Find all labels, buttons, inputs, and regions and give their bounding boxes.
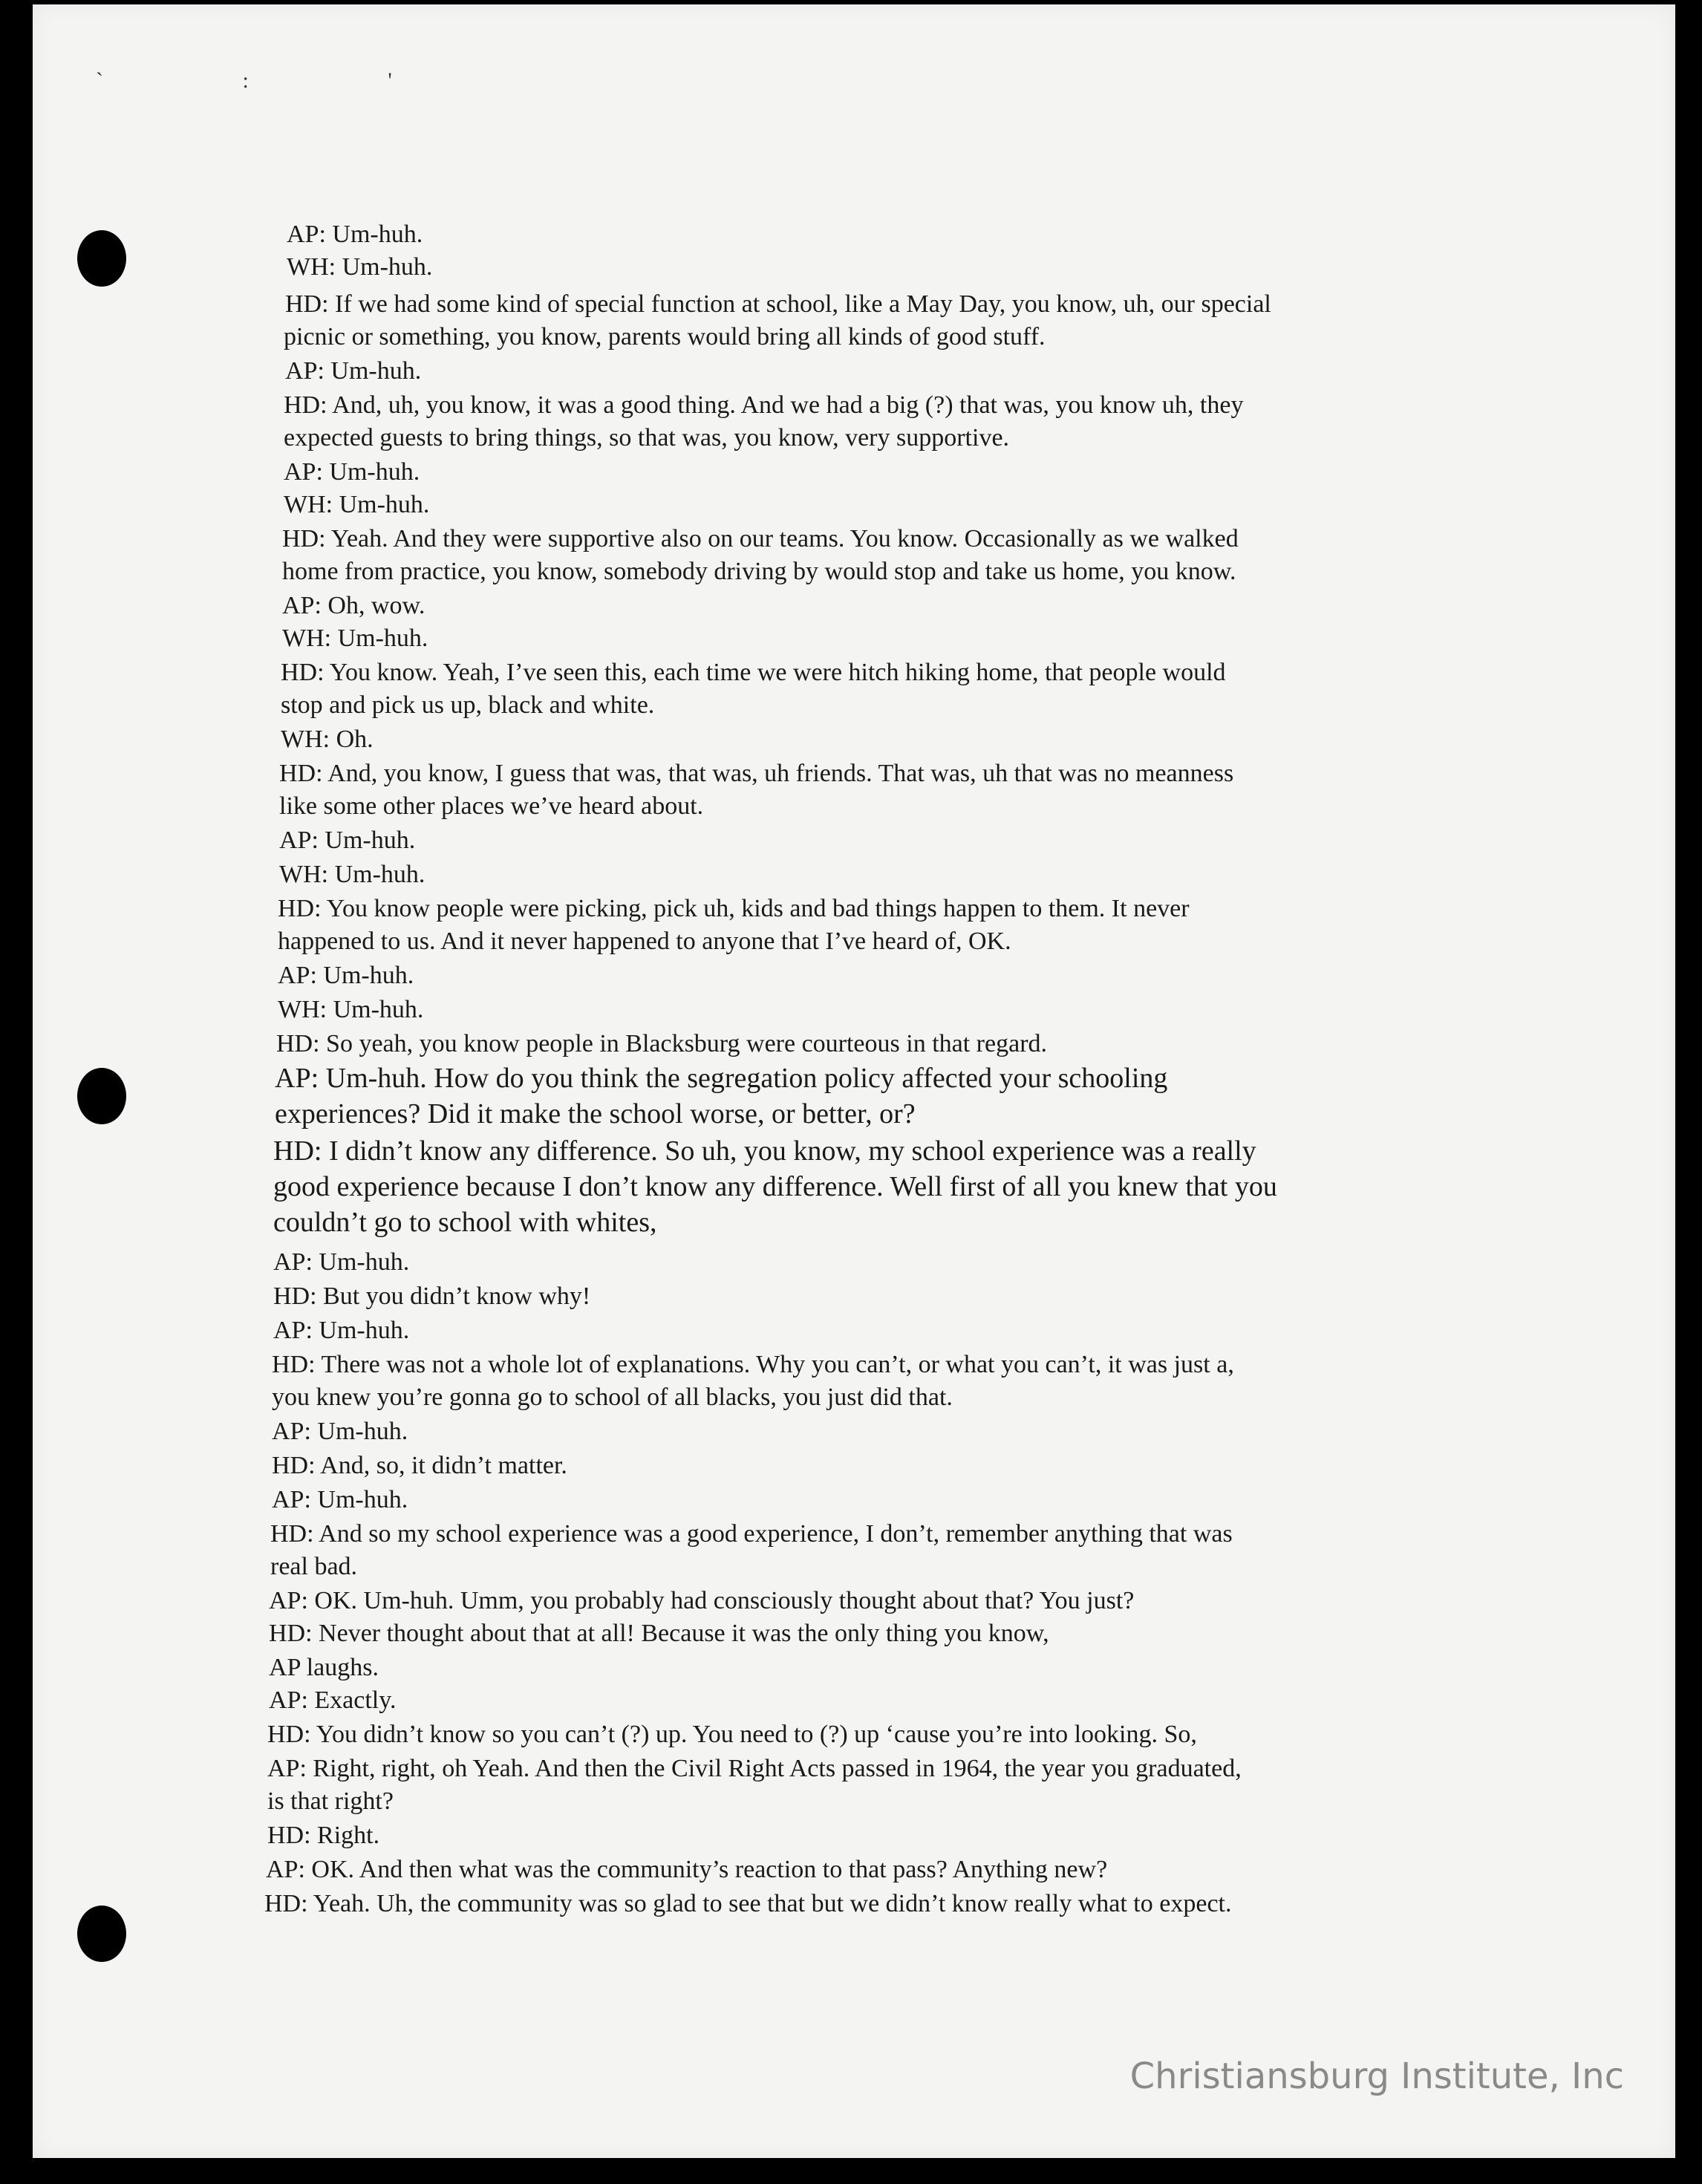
transcript-line: HD: You didn’t know so you can’t (?) up. You need to (?) up ‘cause you’re into looking. So,	[267, 1721, 1197, 1748]
transcript-body	[33, 4, 1675, 2158]
transcript-line: AP: Um-huh.	[272, 1486, 408, 1513]
transcript-line: is that right?	[267, 1787, 394, 1815]
transcript-line: AP: OK. And then what was the community’s reaction to that pass? Anything new?	[266, 1856, 1108, 1883]
transcript-line: you knew you’re gonna go to school of all blacks, you just did that.	[272, 1383, 953, 1411]
transcript-line: AP: Um-huh.	[285, 357, 422, 385]
transcript-line: home from practice, you know, somebody driving by would stop and take us home, you know.	[282, 558, 1236, 585]
transcript-line: experiences? Did it make the school worse, or better, or?	[275, 1098, 916, 1130]
transcript-line: HD: And, uh, you know, it was a good thing. And we had a big (?) that was, you know uh, they	[284, 391, 1244, 419]
transcript-line: couldn’t go to school with whites,	[273, 1207, 657, 1238]
transcript-line: HD: If we had some kind of special function at school, like a May Day, you know, uh, our special	[285, 290, 1271, 318]
transcript-line: picnic or something, you know, parents would bring all kinds of good stuff.	[284, 323, 1046, 351]
transcript-line: AP: Um-huh.	[279, 827, 416, 854]
transcript-line: WH: Um-huh.	[279, 861, 426, 888]
transcript-line: HD: You know people were picking, pick uh, kids and bad things happen to them. It never	[278, 895, 1190, 922]
transcript-line: HD: And so my school experience was a good experience, I don’t, remember anything that was	[270, 1520, 1233, 1548]
transcript-line: stop and pick us up, black and white.	[281, 691, 655, 719]
transcript-line: HD: And, you know, I guess that was, that was, uh friends. That was, uh that was no meanness	[279, 760, 1234, 787]
transcript-line: AP: Um-huh. How do you think the segregation policy affected your schooling	[275, 1063, 1168, 1094]
transcript-line: good experience because I don’t know any difference. Well first of all you knew that you	[273, 1171, 1277, 1202]
transcript-line: AP: Um-huh.	[273, 1248, 410, 1276]
transcript-line: HD: Yeah. Uh, the community was so glad to see that but we didn’t know really what to expect.	[264, 1890, 1232, 1917]
transcript-line: WH: Um-huh.	[278, 996, 424, 1023]
transcript-line: WH: Oh.	[281, 726, 374, 753]
transcript-line: AP: Um-huh.	[287, 221, 423, 248]
margin-marks: ` : '	[96, 68, 459, 93]
transcript-line: AP: Exactly.	[269, 1686, 397, 1714]
transcript-line: WH: Um-huh.	[287, 253, 433, 281]
document-page	[33, 4, 1675, 2158]
transcript-line: HD: But you didn’t know why!	[273, 1282, 591, 1310]
transcript-line: real bad.	[270, 1553, 358, 1580]
transcript-line: AP laughs.	[269, 1654, 379, 1681]
transcript-line: WH: Um-huh.	[284, 491, 430, 518]
transcript-line: HD: I didn’t know any difference. So uh, you know, my school experience was a really	[273, 1135, 1256, 1167]
transcript-line: HD: There was not a whole lot of explanations. Why you can’t, or what you can’t, it was just a,	[272, 1351, 1234, 1378]
transcript-line: expected guests to bring things, so that was, you know, very supportive.	[284, 424, 1010, 452]
transcript-line: happened to us. And it never happened to anyone that I’ve heard of, OK.	[278, 928, 1011, 955]
transcript-line: AP: Um-huh.	[284, 458, 420, 486]
transcript-line: HD: So yeah, you know people in Blacksburg were courteous in that regard.	[276, 1030, 1048, 1057]
transcript-line: HD: And, so, it didn’t matter.	[272, 1452, 567, 1479]
transcript-line: HD: You know. Yeah, I’ve seen this, each time we were hitch hiking home, that people would	[281, 659, 1226, 686]
watermark: Christiansburg Institute, Inc	[1129, 2056, 1624, 2097]
transcript-line: HD: Never thought about that at all! Because it was the only thing you know,	[269, 1620, 1049, 1647]
transcript-line: HD: Right.	[267, 1822, 380, 1849]
transcript-line: AP: Right, right, oh Yeah. And then the Civil Right Acts passed in 1964, the year you graduated,	[267, 1755, 1242, 1782]
transcript-line: HD: Yeah. And they were supportive also on our teams. You know. Occasionally as we walked	[282, 525, 1239, 552]
transcript-line: like some other places we’ve heard about.	[279, 792, 704, 820]
transcript-line: AP: Um-huh.	[273, 1317, 410, 1344]
transcript-line: WH: Um-huh.	[282, 625, 428, 652]
transcript-line: AP: Um-huh.	[278, 962, 414, 989]
transcript-line: AP: OK. Um-huh. Umm, you probably had consciously thought about that? You just?	[269, 1587, 1135, 1614]
transcript-line: AP: Um-huh.	[272, 1418, 408, 1445]
transcript-line: AP: Oh, wow.	[282, 592, 426, 619]
